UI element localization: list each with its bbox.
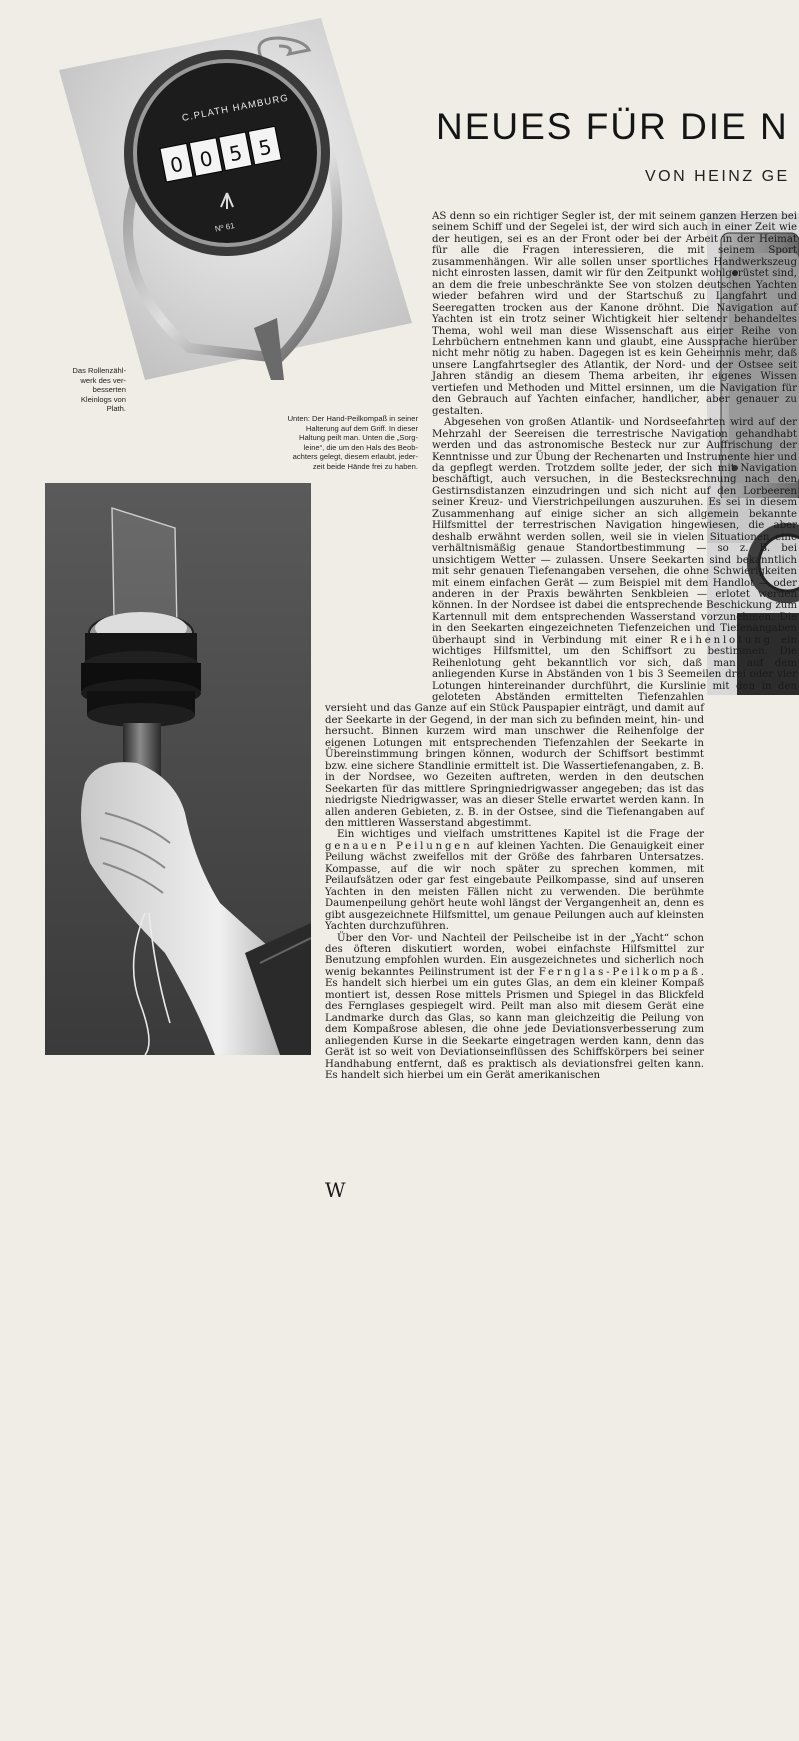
article-byline: VON HEINZ GE: [645, 168, 790, 185]
paragraph-text: AS denn so ein richtiger Segler ist, der mit seinem ganzen Herzen bei seinem Schiff und der Segelei ist, der wird sich auch in einer Zeit wie der heutigen, sei es an der Front oder bei der Arbeit in der Heimat für alle die Fragen interessieren, die mit seinem Sport zusammenhängen. Wir alle sollen unser sportliches Handwerkszeug nicht einrosten lassen, damit wir für den Zeitpunkt wohlgerüstet sind, an dem die freie unbeschränkte See von stolzen deutschen Yachten wieder befahren wird und der Startschuß zu Langfahrt und Seeregatten trocken aus der Kanone dröhnt. Die Navigation auf Yachten ist ein trotz seiner Wichtigkeit hier seltener behandeltes Thema, wohl weil man diese Wissenschaft aus einer Reihe von Lehrbüchern entnehmen kann und glaubt, eine Aussprache hierüber nicht mehr nötig zu haben. Dagegen ist es kein Geheimnis mehr, daß unsere Langfahrtsegler des Atlantik, der Nord- und der Ostsee seit Jahren ständig an diesem Thema arbeiten, ihr eigenes Wissen vertiefen und Methoden und Mittel ersinnen, um die Navigation für den Gebrauch auf Yachten einfacher, handlicher, aber genauer zu gestalten.: [432, 211, 797, 417]
article-title: NEUES FÜR DIE N: [436, 106, 789, 147]
paragraph-text: . Es handelt sich hierbei um ein gutes Glas, an dem ein kleiner Kompaß montiert ist, dessen Rose mittels Prismen und Spiegel in das Blickfeld des Fernglases gespiegelt wird. Peilt man also mit diesem Gerät eine Landmarke durch das Glas, so kann man gleichzeitig die Peilung von dem Kompaßrose ablesen, die ohne jede Deviationsverbesserung zum anliegenden Kurse in die Seekarte eingetragen werden kann, denn das Gerät ist so weit von Deviationseinflüssen des Schiffskörpers bei seiner Handhabung entfernt, daß es praktisch als deviationsfrei gelten kann. Es handelt sich hierbei um ein Gerät amerikanischen: [325, 966, 704, 1081]
caption-line: werk des ver-: [80, 375, 126, 385]
caption-line: besserten: [92, 385, 126, 395]
caption-line: Haltung peilt man. Unten die „Sorg-: [298, 433, 418, 443]
paragraph-text: auf kleinen Yachten. Die Genauigkeit einer Peilung wächst zweifellos mit der Größe des fahrbaren Untersatzes. Kompasse, auf die wir noch später zu sprechen kommen, mit Peilaufsätzen oder gar fest eingebaute Peilkompasse, sind auf unseren Yachten in den meisten Fällen nicht zu verwenden. Die berühmte Daumenpeilung gehört heute wohl längst der Vergangenheit an, denn es gibt ausgezeichnete Hilfsmittel, um genaue Peilungen auch auf kleinsten Yachten durchzuführen.: [325, 840, 704, 933]
caption-line: Das Rollenzähl-: [72, 366, 126, 375]
spaced-term: Reihenlotung: [670, 634, 773, 646]
spaced-term: Fernglas-Peilkompaß: [538, 966, 701, 978]
drop-cap: W: [325, 1178, 346, 1202]
caption-line: Unten: Der Hand-Peilkompaß in seiner: [287, 414, 418, 423]
counter-digit: 0: [197, 145, 215, 172]
spaced-term: genauen Peilungen: [325, 840, 473, 852]
layout-spacer: [0, 211, 432, 696]
counter-digit: 0: [168, 151, 186, 178]
article-body: [0, 211, 797, 1741]
counter-digit: 5: [227, 140, 245, 167]
caption-line: Kleinlogs von: [80, 394, 126, 404]
counter-serial: Nº 61: [214, 221, 236, 234]
paragraph-text: Über den Vor- und Nachteil der Peilscheibe ist in der „Yacht“ schon des öfteren diskutiert worden, wobei einfachste Hilfsmittel zur Benutzung empfohlen wurden. Ein ausgezeichnetes und sicherlich noch wenig bekanntes Peilinstrument ist der: [325, 932, 704, 978]
caption-line: leine“, die um den Hals des Beob-: [303, 442, 418, 452]
caption-line: zeit beide Hände frei zu haben.: [312, 461, 418, 471]
counter-digit: 5: [256, 134, 274, 161]
paragraph-text: Abgesehen von großen Atlantik- und Nordseefahrten wird auf der Mehrzahl der Seereisen die terrestrische Navigation gehandhabt werden und das astronomische Besteck nur zur Auffrischung der Kenntnisse und zur Übung der Rechenarten und Instrumente hier und da gepflegt werden. Trotzdem sollte jeder, der sich mit Navigation beschäftigt, auch versuchen, in die Bestecksrechnung nach den Gestirnsdistanzen einzudringen und sich nicht auf den Lorbeeren seiner Kreuz- und Vierstrichpeilungen auszuruhen. Es sei in diesem Zusammenhang auf einige sicher an sich allgemein bekannte Hilfsmittel der terrestrischen Navigation hingewiesen, die aber deshalb erwähnt werden sollen, weil sie in vielen Situationen eine verhältnismäßig genaue Standortbestimmung — so z. B. bei unsichtigem Wetter — zulassen. Unsere Seekarten sind bekanntlich mit sehr genauen Tiefenangaben versehen, die ohne Schwierigkeiten mit einem einfachen Gerät — zum Beispiel mit dem Handlot — oder anderen in der Praxis bewährten Senkbleien — erlotet werden können. In der Nordsee ist dabei die entsprechende Beschickung zum Kartennull mit dem entsprechenden Wasserstand vorzunehmen. Die in den Seekarten eingezeichneten Tiefenzeichen und Tiefenangaben überhaupt sind in Verbindung mit einer: [432, 417, 797, 646]
counter-maker-label: C.PLATH HAMBURG: [181, 92, 290, 125]
paragraph-text: ein wichtiges Hilfsmittel, um den Schiffsort zu bestimmen. Die Reihenlotung geht bekanntlich vor sich, daß man auf dem anliegenden Kurse in Abständen von 1 bis 3 Seemeilen drei oder vier Lotungen hintereinander durchführt, die Kurslinie mit den in den geloteten Abständen ermittelten Tiefenzahlen versieht und das Ganze auf ein Stück Pauspapier einträgt, und damit auf der Seekarte in der Gegend, in der man sich zu befinden meint, hin- und hersucht. Binnen kurzem wird man unschwer die Reihenfolge der eigenen Lotungen mit entsprechenden Tiefenzahlen der Seekarte in Übereinstimmung bringen können, wodurch der Schiffsort bestimmt bzw. eine sichere Standlinie ermittelt ist. Die Wassertiefenangaben, z. B. in der Nordsee, wo Gezeiten auftreten, werden in den deutschen Seekarten für das mittlere Springniedrigwasser angegeben; das ist das niedrigste Niedrigwasser, was an dieser Stelle erwartet werden kann. In allen anderen Gebieten, z. B. in der Ostsee, sind die Tiefenangaben auf den mittleren Wasserstand abgestimmt.: [325, 634, 797, 830]
caption-line: Plath.: [106, 404, 126, 414]
layout-spacer: [0, 696, 325, 1296]
caption-line: achters gelegt, diesem erlaubt, jeder-: [292, 452, 418, 462]
paragraph-text: Ein wichtiges und vielfach umstrittenes Kapitel ist die Frage der: [337, 829, 704, 841]
caption-line: Halterung auf dem Griff. In dieser: [305, 423, 418, 433]
layout-spacer: [778, 1181, 797, 1741]
layout-spacer: [704, 696, 797, 1181]
